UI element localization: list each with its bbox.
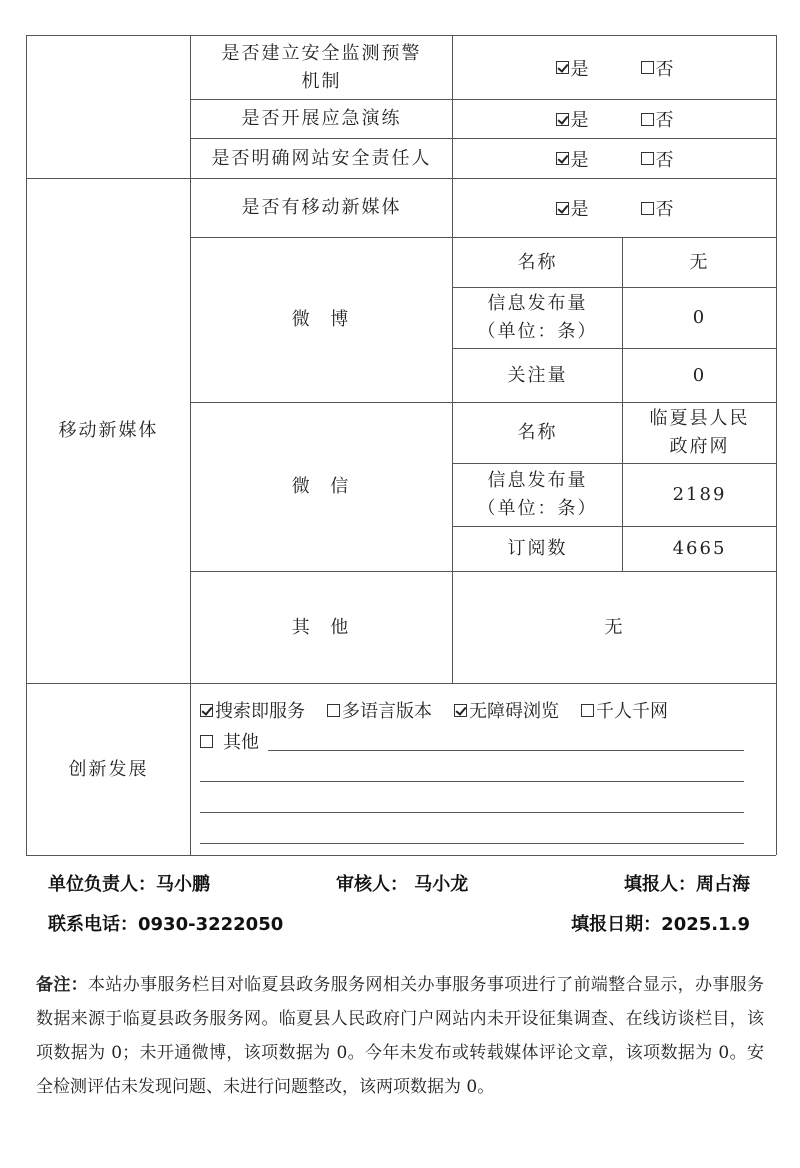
wechat-field-name: 名称 [517, 422, 558, 443]
weibo-value-name: 无 [689, 251, 710, 273]
wechat-field-posts: 信息发布量 （单位：条） [477, 470, 598, 519]
no-label: 否 [655, 149, 674, 171]
remarks [36, 968, 764, 1104]
filler: 填报人：周占海 [624, 874, 750, 895]
innovation-options [200, 696, 668, 724]
wechat-value-posts: 2189 [672, 484, 727, 505]
fill-line [268, 750, 744, 751]
wechat-value-subscribers: 4665 [672, 538, 727, 559]
no-checkbox[interactable] [641, 202, 654, 215]
security-answer-monitoring [453, 36, 776, 99]
personalized-label: 千人千网 [596, 701, 668, 722]
innovation-section-label: 创新发展 [68, 758, 149, 780]
no-checkbox[interactable] [641, 152, 654, 165]
remarks-prefix: 备注： [36, 975, 89, 995]
other-innovation-checkbox[interactable] [200, 735, 213, 748]
yes-label: 是 [570, 110, 589, 131]
table-border-bottom [26, 855, 776, 856]
search-service-checkbox[interactable] [200, 704, 213, 717]
other-media-label: 其 他 [291, 616, 352, 638]
no-label: 否 [655, 199, 674, 220]
mobile-has-media-question: 是否有移动新媒体 [241, 197, 402, 218]
mobile-has-media-answer [453, 179, 776, 237]
security-answer-drill [453, 100, 776, 138]
weibo-field-posts: 信息发布量 （单位：条） [477, 293, 598, 342]
no-checkbox[interactable] [641, 113, 654, 126]
no-label: 否 [655, 58, 674, 80]
no-label: 否 [655, 110, 674, 131]
fill-line [200, 843, 744, 844]
search-service-label: 搜索即服务 [215, 701, 305, 722]
table-border-right [776, 35, 777, 855]
weibo-label: 微 博 [291, 309, 352, 330]
yes-label: 是 [570, 58, 589, 80]
accessibility-label: 无障碍浏览 [469, 701, 559, 722]
contact-phone: 联系电话：0930-3222050 [48, 914, 284, 935]
yes-label: 是 [570, 149, 589, 171]
yes-label: 是 [570, 199, 589, 220]
yes-checkbox[interactable] [556, 152, 569, 165]
personalized-checkbox[interactable] [581, 704, 594, 717]
wechat-field-subscribers: 订阅数 [507, 538, 568, 559]
multilingual-checkbox[interactable] [327, 704, 340, 717]
reviewer: 审核人： 马小龙 [336, 874, 469, 895]
other-innovation-label: 其他 [223, 732, 259, 753]
mobile-section-label: 移动新媒体 [58, 420, 159, 441]
remarks-text: 本站办事服务栏目对临夏县政务服务网相关办事服务事项进行了前端整合显示，办事服务数据来源于临夏县政务服务网。临夏县人民政府门户网站内未开设征集调查、在线访谈栏目，该项数据为 0；未开通微博，该项数据为 0。今年未发布或转载媒体评论文章，该项数据为 0。安全检测评估未发现问题、未进行问题整改，该两项数据为 0。 [36, 975, 765, 1097]
weibo-value-posts: 0 [692, 307, 707, 328]
yes-checkbox[interactable] [556, 113, 569, 126]
weibo-value-followers: 0 [692, 364, 707, 386]
no-checkbox[interactable] [641, 61, 654, 74]
security-answer-responsible [453, 139, 776, 178]
yes-checkbox[interactable] [556, 202, 569, 215]
weibo-field-followers: 关注量 [507, 364, 568, 386]
unit-head: 单位负责人：马小鹏 [48, 874, 210, 895]
yes-checkbox[interactable] [556, 61, 569, 74]
fill-line [200, 781, 744, 782]
accessibility-checkbox[interactable] [454, 704, 467, 717]
report-date: 填报日期：2025.1.9 [571, 914, 750, 935]
fill-line [200, 812, 744, 813]
innovation-other-row [200, 728, 259, 754]
wechat-label: 微 信 [291, 476, 352, 497]
multilingual-label: 多语言版本 [342, 701, 432, 722]
wechat-value-name: 临夏县人民 政府网 [649, 408, 750, 457]
other-media-value: 无 [604, 616, 625, 638]
weibo-field-name: 名称 [517, 251, 558, 273]
security-question-responsible: 是否明确网站安全责任人 [211, 147, 432, 169]
security-question-monitoring: 是否建立安全监测预警 机制 [221, 42, 422, 92]
security-question-drill: 是否开展应急演练 [241, 108, 402, 129]
